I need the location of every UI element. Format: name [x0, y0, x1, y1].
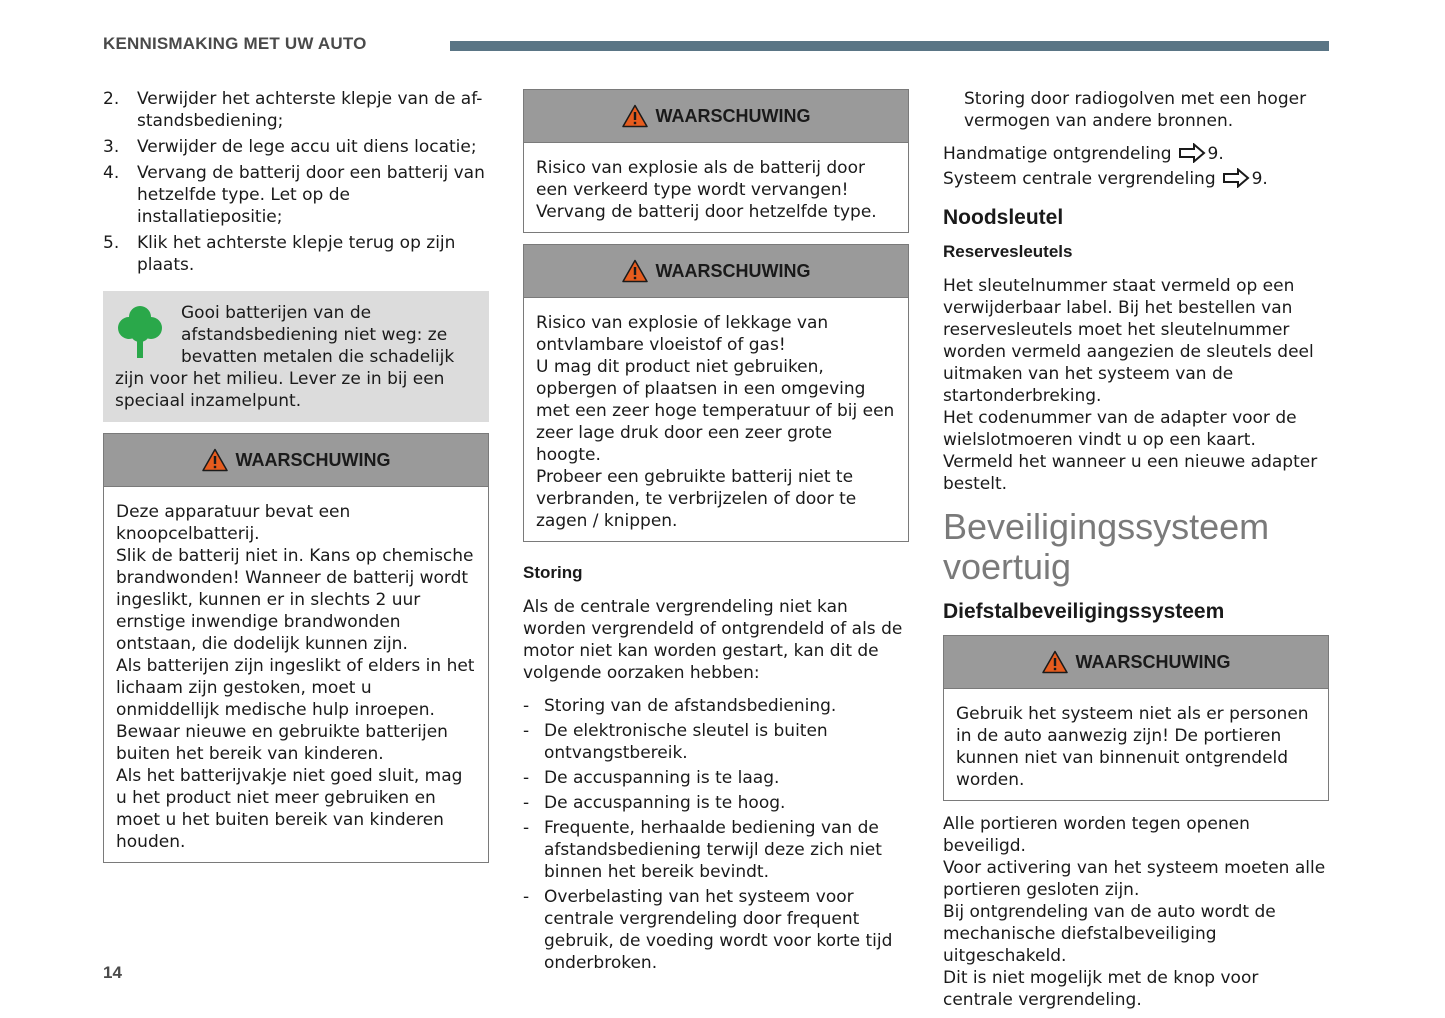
warning-body: [104, 487, 488, 862]
warning-label: WAARSCHUWING: [655, 261, 811, 281]
warning-triangle-icon: [202, 448, 228, 472]
reservesleutels-heading: Reservesleutels: [943, 242, 1073, 261]
warning-paragraph: Deze apparatuur bevat een knoopcelbatterij.: [116, 502, 351, 544]
reference-page: 9.: [1207, 144, 1224, 164]
closing-paragraph: Voor activering van het systeem moeten alle portieren gesloten zijn.: [943, 858, 1326, 900]
warning-box: [103, 433, 489, 863]
warning-paragraph: Risico van explosie of lekkage van ontvlambare vloeistof of gas!: [536, 313, 829, 355]
list-item: - De elektronische sleutel is buiten ontvangstbereik.: [523, 720, 909, 764]
list-item: [103, 88, 489, 132]
closing-paragraph: Bij ontgrendeling van de auto wordt de mechanische diefstalbeveiliging uitgeschakeld.: [943, 902, 1276, 966]
reserve-paragraph: Het sleutelnummer staat vermeld op een verwijderbaar label. Bij het bestellen van reservesleutels moet het sleutelnummer worden vermeld aangezien de sleutels deel uitmaken van het systeem van de startonderbreking.: [943, 276, 1314, 406]
section-title: Beveiligingssysteem voertuig: [943, 506, 1270, 587]
warning-paragraph: Als batterijen zijn ingeslikt of elders in het lichaam zijn gestoken, moet u onmiddellijk medische hulp inroepen.: [116, 656, 475, 720]
warning-label: WAARSCHUWING: [1075, 652, 1231, 672]
column-left: [103, 88, 489, 863]
steps-list: [103, 88, 489, 276]
step-text: Klik het achterste klepje terug op zijn plaats.: [137, 233, 456, 275]
column-middle: [523, 88, 909, 977]
diefstal-heading: Diefstalbeveiligingssysteem: [943, 600, 1225, 623]
list-item: - Storing van de afstandsbediening.: [523, 695, 909, 717]
step-number: 4.: [103, 163, 120, 183]
arrow-ref-icon: [1178, 143, 1206, 163]
noodsleutel-heading: Noodsleutel: [943, 206, 1064, 229]
reserve-paragraph: Het codenummer van de adapter voor de wielslotmoeren vindt u op een kaart. Vermeld het wanneer u een nieuwe adapter bestelt.: [943, 408, 1318, 494]
warning-paragraph: Slik de batterij niet in. Kans op chemische brandwonden! Wanneer de batterij wordt ingeslikt, kunnen er in slechts 2 uur ernstige inwendige brandwonden ontstaan, die dodelijk kunnen zijn.: [116, 546, 474, 654]
warning-triangle-icon: [1042, 650, 1068, 674]
warning-body: [944, 689, 1328, 800]
closing-text: [943, 813, 1329, 1011]
reference-link[interactable]: [943, 143, 1329, 165]
step-text: Verwijder het achterste klepje van de af-standsbediening;: [137, 89, 483, 131]
reference-link[interactable]: [943, 168, 1329, 190]
environment-note: [103, 291, 489, 422]
warning-label: WAARSCHUWING: [655, 106, 811, 126]
page-number: 14: [103, 963, 122, 982]
warning-header: [524, 90, 908, 143]
list-item: - De accuspanning is te laag.: [523, 767, 909, 789]
reference-page: 9.: [1251, 169, 1268, 189]
reference-text: Handmatige ontgrendeling: [943, 144, 1172, 164]
list-item: [103, 162, 489, 228]
list-item: - Frequente, herhaalde bediening van de afstandsbediening terwijl deze zich niet binnen het bereik bevindt.: [523, 817, 909, 883]
warning-paragraph: U mag dit product niet gebruiken, opbergen of plaatsen in een omgeving met een zeer hoge temperatuur of bij een zeer lage druk door een zeer grote hoogte.: [536, 357, 895, 465]
step-text: Verwijder de lege accu uit diens locatie;: [137, 137, 477, 157]
warning-header: [104, 434, 488, 487]
warning-box: [943, 635, 1329, 801]
section-header-title: KENNISMAKING MET UW AUTO: [103, 34, 367, 53]
warning-header: [944, 636, 1328, 689]
column-right: [943, 88, 1329, 1011]
tree-icon: [117, 304, 163, 360]
reference-text: Systeem centrale vergrendeling: [943, 169, 1216, 189]
warning-label: WAARSCHUWING: [235, 450, 391, 470]
arrow-ref-icon: [1222, 168, 1250, 188]
step-number: 3.: [103, 137, 120, 157]
step-text: Vervang de batterij door een batterij van hetzelfde type. Let op de installatiepositie;: [137, 163, 485, 227]
warning-triangle-icon: [622, 259, 648, 283]
warning-paragraph: Risico van explosie als de batterij door een verkeerd type wordt vervangen! Vervang de batterij door hetzelfde type.: [536, 158, 877, 222]
list-item: [103, 232, 489, 276]
warning-box: [523, 244, 909, 542]
continued-cause: Storing door radiogolven met een hoger vermogen van andere bronnen.: [964, 89, 1307, 131]
warning-paragraph: Probeer een gebruikte batterij niet te verbranden, te verbrijzelen of door te zagen / knippen.: [536, 467, 857, 531]
step-number: 2.: [103, 89, 120, 109]
warning-triangle-icon: [622, 104, 648, 128]
storing-heading: Storing: [523, 563, 583, 582]
warning-paragraph: Gebruik het systeem niet als er personen in de auto aanwezig zijn! De portieren kunnen niet van binnenuit ontgrendeld worden.: [956, 704, 1309, 790]
list-item: - Overbelasting van het systeem voor centrale vergrendeling door frequent gebruik, de voeding wordt voor korte tijd onderbroken.: [523, 886, 909, 974]
header-bar: [450, 41, 1329, 51]
list-item: [103, 136, 489, 158]
list-item: - De accuspanning is te hoog.: [523, 792, 909, 814]
causes-list: [523, 695, 909, 974]
step-number: 5.: [103, 233, 120, 253]
closing-paragraph: Dit is niet mogelijk met de knop voor centrale vergrendeling.: [943, 968, 1259, 1010]
warning-body: [524, 298, 908, 541]
environment-note-text: Gooi batterijen van de afstandsbediening niet weg: ze bevatten metalen die schadelijk zijn voor het milieu. Lever ze in bij een speciaal inzamelpunt.: [115, 303, 455, 411]
warning-paragraph: Als het batterijvakje niet goed sluit, mag u het product niet meer gebruiken en moet u het buiten bereik van kinderen houden.: [116, 766, 463, 852]
closing-paragraph: Alle portieren worden tegen openen beveiligd.: [943, 814, 1250, 856]
warning-paragraph: Bewaar nieuwe en gebruikte batterijen buiten het bereik van kinderen.: [116, 722, 448, 764]
warning-header: [524, 245, 908, 298]
warning-body: [524, 143, 908, 232]
storing-intro: Als de centrale vergrendeling niet kan worden vergrendeld of ontgrendeld of als de motor niet kan worden gestart, kan dit de volgende oorzaken hebben:: [523, 597, 903, 683]
warning-box: [523, 89, 909, 233]
